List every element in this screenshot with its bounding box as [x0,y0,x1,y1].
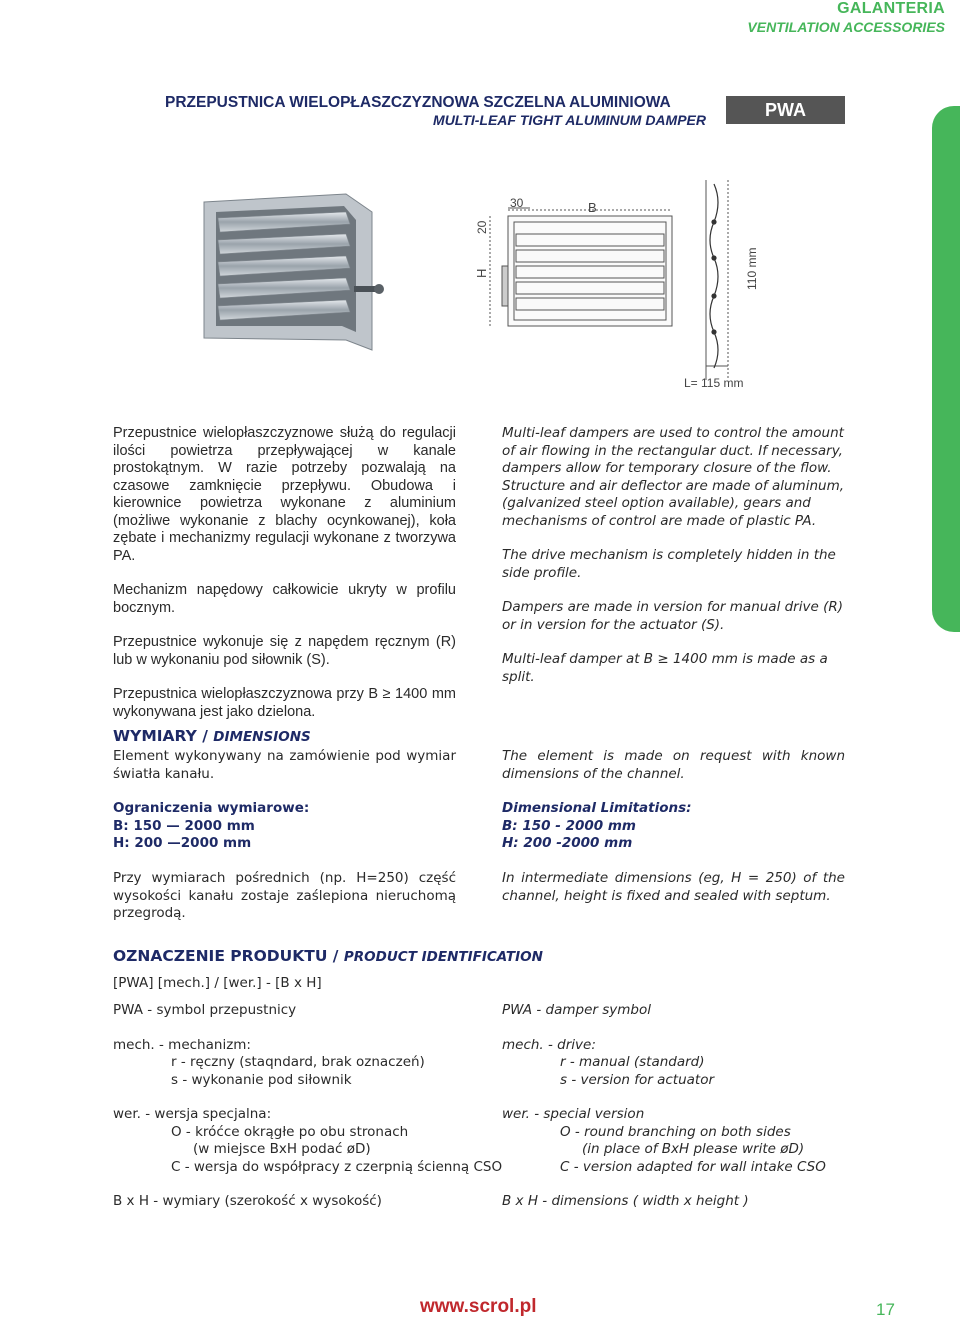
wer-o2-en: (in place of BxH please write øD) [582,1141,805,1157]
technical-drawing [470,170,760,400]
dimensions-note-en: The element is made on request with known dimensions of the channel. [502,748,845,782]
description-en-p2: The drive mechanism is completely hidden in the side profile. [502,547,836,581]
mech-s-pl: s - wykonanie pod siłownik [171,1071,352,1088]
wer-o-pl: O - króćce okrągłe po obu stronach [171,1123,409,1140]
wer-en: wer. - special version [502,1106,645,1122]
identification-en [502,1002,845,1211]
limits-b-en: B: 150 - 2000 mm [502,817,636,834]
identification-heading [113,947,543,965]
product-code-badge: PWA [726,96,845,124]
description-pl-p3: Przepustnice wykonuje się z napędem ręcznym (R) lub w wykonaniu pod siłownik (S). [113,634,456,668]
limits-h-pl: H: 200 —2000 mm [113,835,252,851]
category-title: GALANTERIA [837,0,945,17]
dim-h-label: H [474,268,489,278]
dim-30-label: 30 [510,196,524,210]
symbol-pl: PWA - symbol przepustnicy [113,1002,297,1018]
wer-o-en: O - round branching on both sides [560,1123,791,1140]
description-en-p1: Multi-leaf dampers are used to control the amount of air flowing in the rectangular duct. If necessary, dampers allow for temporary closure of the flow. Structure and air deflector are made of aluminum, (galvanized steel option available), gears and mechanisms of control are made of plastic PA. [502,425,845,529]
mech-r-en: r - manual (standard) [560,1054,705,1070]
bxh-pl: B x H - wymiary (szerokość x wysokość) [113,1193,382,1209]
mech-s-en: s - version for actuator [560,1071,714,1088]
dim-20-label: 20 [475,220,489,234]
intermediate-pl: Przy wymiarach pośrednich (np. H=250) część wysokości kanału zostaje zaślepiona nieruchomą przegrodą. [113,870,456,921]
mech-r-pl: r - ręczny (staqndard, brak oznaczeń) [171,1054,425,1070]
wer-c-en: C - version adapted for wall intake CSO [560,1158,826,1175]
description-pl [113,425,456,721]
dimensions-heading-en: DIMENSIONS [213,729,311,745]
limits-title-pl: Ograniczenia wymiarowe: [113,800,310,816]
footer-url[interactable]: www.scrol.pl [420,1296,537,1317]
description-pl-p4: Przepustnica wielopłaszczyznowa przy B ≥ 1400 mm wykonywana jest jako dzielona. [113,686,456,720]
dim-b-label: B [588,200,597,215]
description-en [502,425,845,686]
identification-formula: [PWA] [mech.] / [wer.] - [B x H] [113,975,322,991]
mech-pl: mech. - mechanizm: [113,1036,251,1053]
mech-en: mech. - drive: [502,1036,596,1053]
bxh-en: B x H - dimensions ( width x height ) [502,1193,749,1209]
limits-h-en: H: 200 -2000 mm [502,835,633,851]
dim-110-label: 110 mm [745,247,759,290]
description-pl-p1: Przepustnice wielopłaszczyznowe służą do regulacji ilości powietrza przepływającej w kanale prostokątnym. W razie potrzeby pozwalają na czasowe zamknięcie przepływu. Obudowa i kierownice powietrza wykonane z aluminium (możliwe wykonanie z blachy ocynkowanej), koła zębate i mechanizmy regulacji wykonane z tworzywa PA. [113,425,456,564]
limits-b-pl: B: 150 — 2000 mm [113,817,255,834]
identification-heading-pl: OZNACZENIE PRODUKTU / [113,947,339,965]
limits-title-en: Dimensional Limitations: [502,800,692,816]
intermediate-en: In intermediate dimensions (eg, H = 250) of the channel, height is fixed and sealed with septum. [502,870,845,904]
category-subtitle: VENTILATION ACCESSORIES [747,19,945,35]
symbol-en: PWA - damper symbol [502,1002,651,1018]
identification-pl [113,1002,503,1211]
wer-pl: wer. - wersja specjalna: [113,1106,272,1122]
dim-l-label: L= 115 mm [684,376,744,390]
description-pl-p2: Mechanizm napędowy całkowicie ukryty w profilu bocznym. [113,582,456,616]
product-title: PRZEPUSTNICA WIELOPŁASZCZYZNOWA SZCZELNA ALUMINIOWA [165,94,671,111]
limits-pl [113,800,456,853]
dimensions-heading-pl: WYMIARY / [113,727,208,745]
description-en-p4: Multi-leaf damper at B ≥ 1400 mm is made as a split. [502,651,828,685]
limits-en [502,800,845,853]
damper-photo [196,190,386,360]
dimensions-note-pl: Element wykonywany na zamówienie pod wymiar światła kanału. [113,748,456,782]
identification-heading-en: PRODUCT IDENTIFICATION [343,949,543,965]
wer-c-pl: C - wersja do współpracy z czerpnią ścienną CSO [171,1158,503,1175]
product-subtitle: MULTI-LEAF TIGHT ALUMINUM DAMPER [433,112,706,128]
dimensions-heading [113,727,311,745]
side-tab [932,106,960,632]
page-number: 17 [876,1300,895,1319]
wer-o2-pl: (w miejsce BxH podać øD) [193,1141,371,1157]
description-en-p3: Dampers are made in version for manual drive (R) or in version for the actuator (S). [502,599,843,633]
